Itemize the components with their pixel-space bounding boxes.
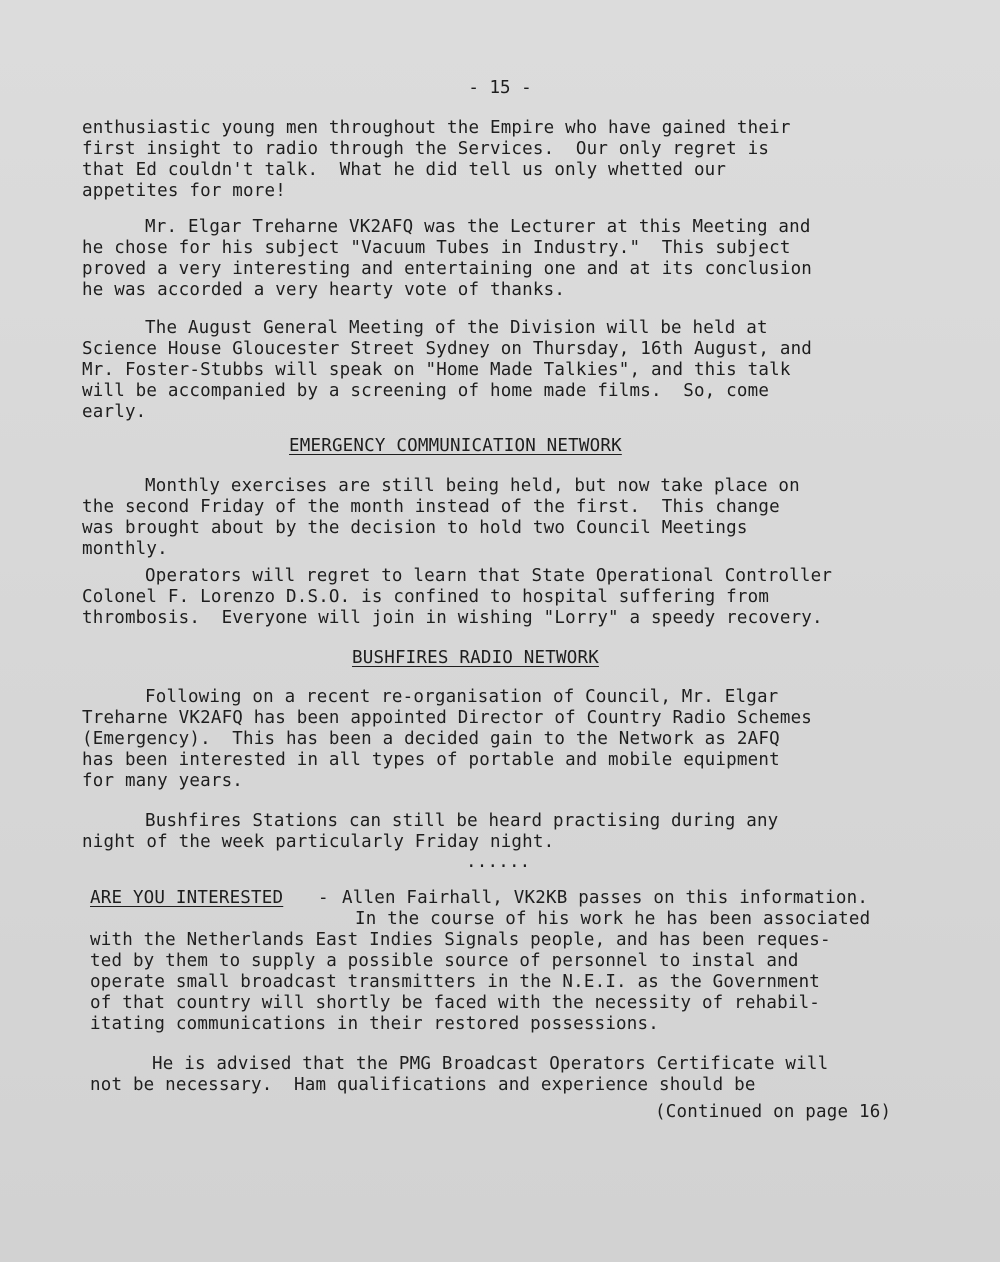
paragraph-line: night of the week particularly Friday night. <box>82 832 555 852</box>
paragraph-line: appetites for more! <box>82 181 286 201</box>
paragraph-line: early. <box>82 402 147 422</box>
paragraph-line: for many years. <box>82 771 244 791</box>
paragraph-line: was brought about by the decision to hold two Council Meetings <box>82 518 748 538</box>
paragraph-line: Allen Fairhall, VK2KB passes on this information. <box>342 888 869 908</box>
paragraph-line: monthly. <box>82 539 168 559</box>
paragraph-line: he chose for his subject "Vacuum Tubes in Industry." This subject <box>82 238 791 258</box>
paragraph-line: operate small broadcast transmitters in the N.E.I. as the Government <box>90 972 821 992</box>
paragraph-line: will be accompanied by a screening of home made films. So, come <box>82 381 770 401</box>
paragraph-line: Operators will regret to learn that State Operational Controller <box>145 566 833 586</box>
continued-note: (Continued on page 16) <box>655 1102 892 1122</box>
section-heading-emergency-communication-network: EMERGENCY COMMUNICATION NETWORK <box>289 436 622 456</box>
paragraph-line: Science House Gloucester Street Sydney on Thursday, 16th August, and <box>82 339 813 359</box>
paragraph-line: Treharne VK2AFQ has been appointed Director of Country Radio Schemes <box>82 708 813 728</box>
paragraph-line: thrombosis. Everyone will join in wishing "Lorry" a speedy recovery. <box>82 608 823 628</box>
paragraph-line: enthusiastic young men throughout the Empire who have gained their <box>82 118 791 138</box>
paragraph-line: Bushfires Stations can still be heard practising during any <box>145 811 779 831</box>
paragraph-line: Monthly exercises are still being held, but now take place on <box>145 476 800 496</box>
separator-dots: ...... <box>466 852 531 872</box>
paragraph-line: that Ed couldn't talk. What he did tell us only whetted our <box>82 160 727 180</box>
paragraph-line: Mr. Foster-Stubbs will speak on "Home Made Talkies", and this talk <box>82 360 791 380</box>
paragraph-line: He is advised that the PMG Broadcast Operators Certificate will <box>152 1054 829 1074</box>
paragraph-line: the second Friday of the month instead of the first. This change <box>82 497 780 517</box>
are-you-interested-label: ARE YOU INTERESTED <box>90 888 284 908</box>
section-heading-bushfires-radio-network: BUSHFIRES RADIO NETWORK <box>352 648 599 668</box>
paragraph-line: Mr. Elgar Treharne VK2AFQ was the Lecturer at this Meeting and <box>145 217 811 237</box>
paragraph-line: In the course of his work he has been associated <box>355 909 871 929</box>
paragraph-line: not be necessary. Ham qualifications and experience should be <box>90 1075 756 1095</box>
paragraph-line: with the Netherlands East Indies Signals people, and has been reques- <box>90 930 831 950</box>
label-dash: - <box>318 888 329 908</box>
paragraph-line: ted by them to supply a possible source of personnel to instal and <box>90 951 799 971</box>
paragraph-line: Colonel F. Lorenzo D.S.O. is confined to hospital suffering from <box>82 587 770 607</box>
paragraph-line: (Emergency). This has been a decided gain to the Network as 2AFQ <box>82 729 780 749</box>
paragraph-line: first insight to radio through the Services. Our only regret is <box>82 139 770 159</box>
paragraph-line: The August General Meeting of the Division will be held at <box>145 318 768 338</box>
paragraph-line: of that country will shortly be faced with the necessity of rehabil- <box>90 993 821 1013</box>
paragraph-line: has been interested in all types of portable and mobile equipment <box>82 750 780 770</box>
paragraph-line: itating communications in their restored possessions. <box>90 1014 660 1034</box>
paragraph-line: he was accorded a very hearty vote of thanks. <box>82 280 566 300</box>
page-number: - 15 - <box>468 78 532 98</box>
paragraph-line: proved a very interesting and entertaining one and at its conclusion <box>82 259 813 279</box>
paragraph-line: Following on a recent re-organisation of Council, Mr. Elgar <box>145 687 779 707</box>
